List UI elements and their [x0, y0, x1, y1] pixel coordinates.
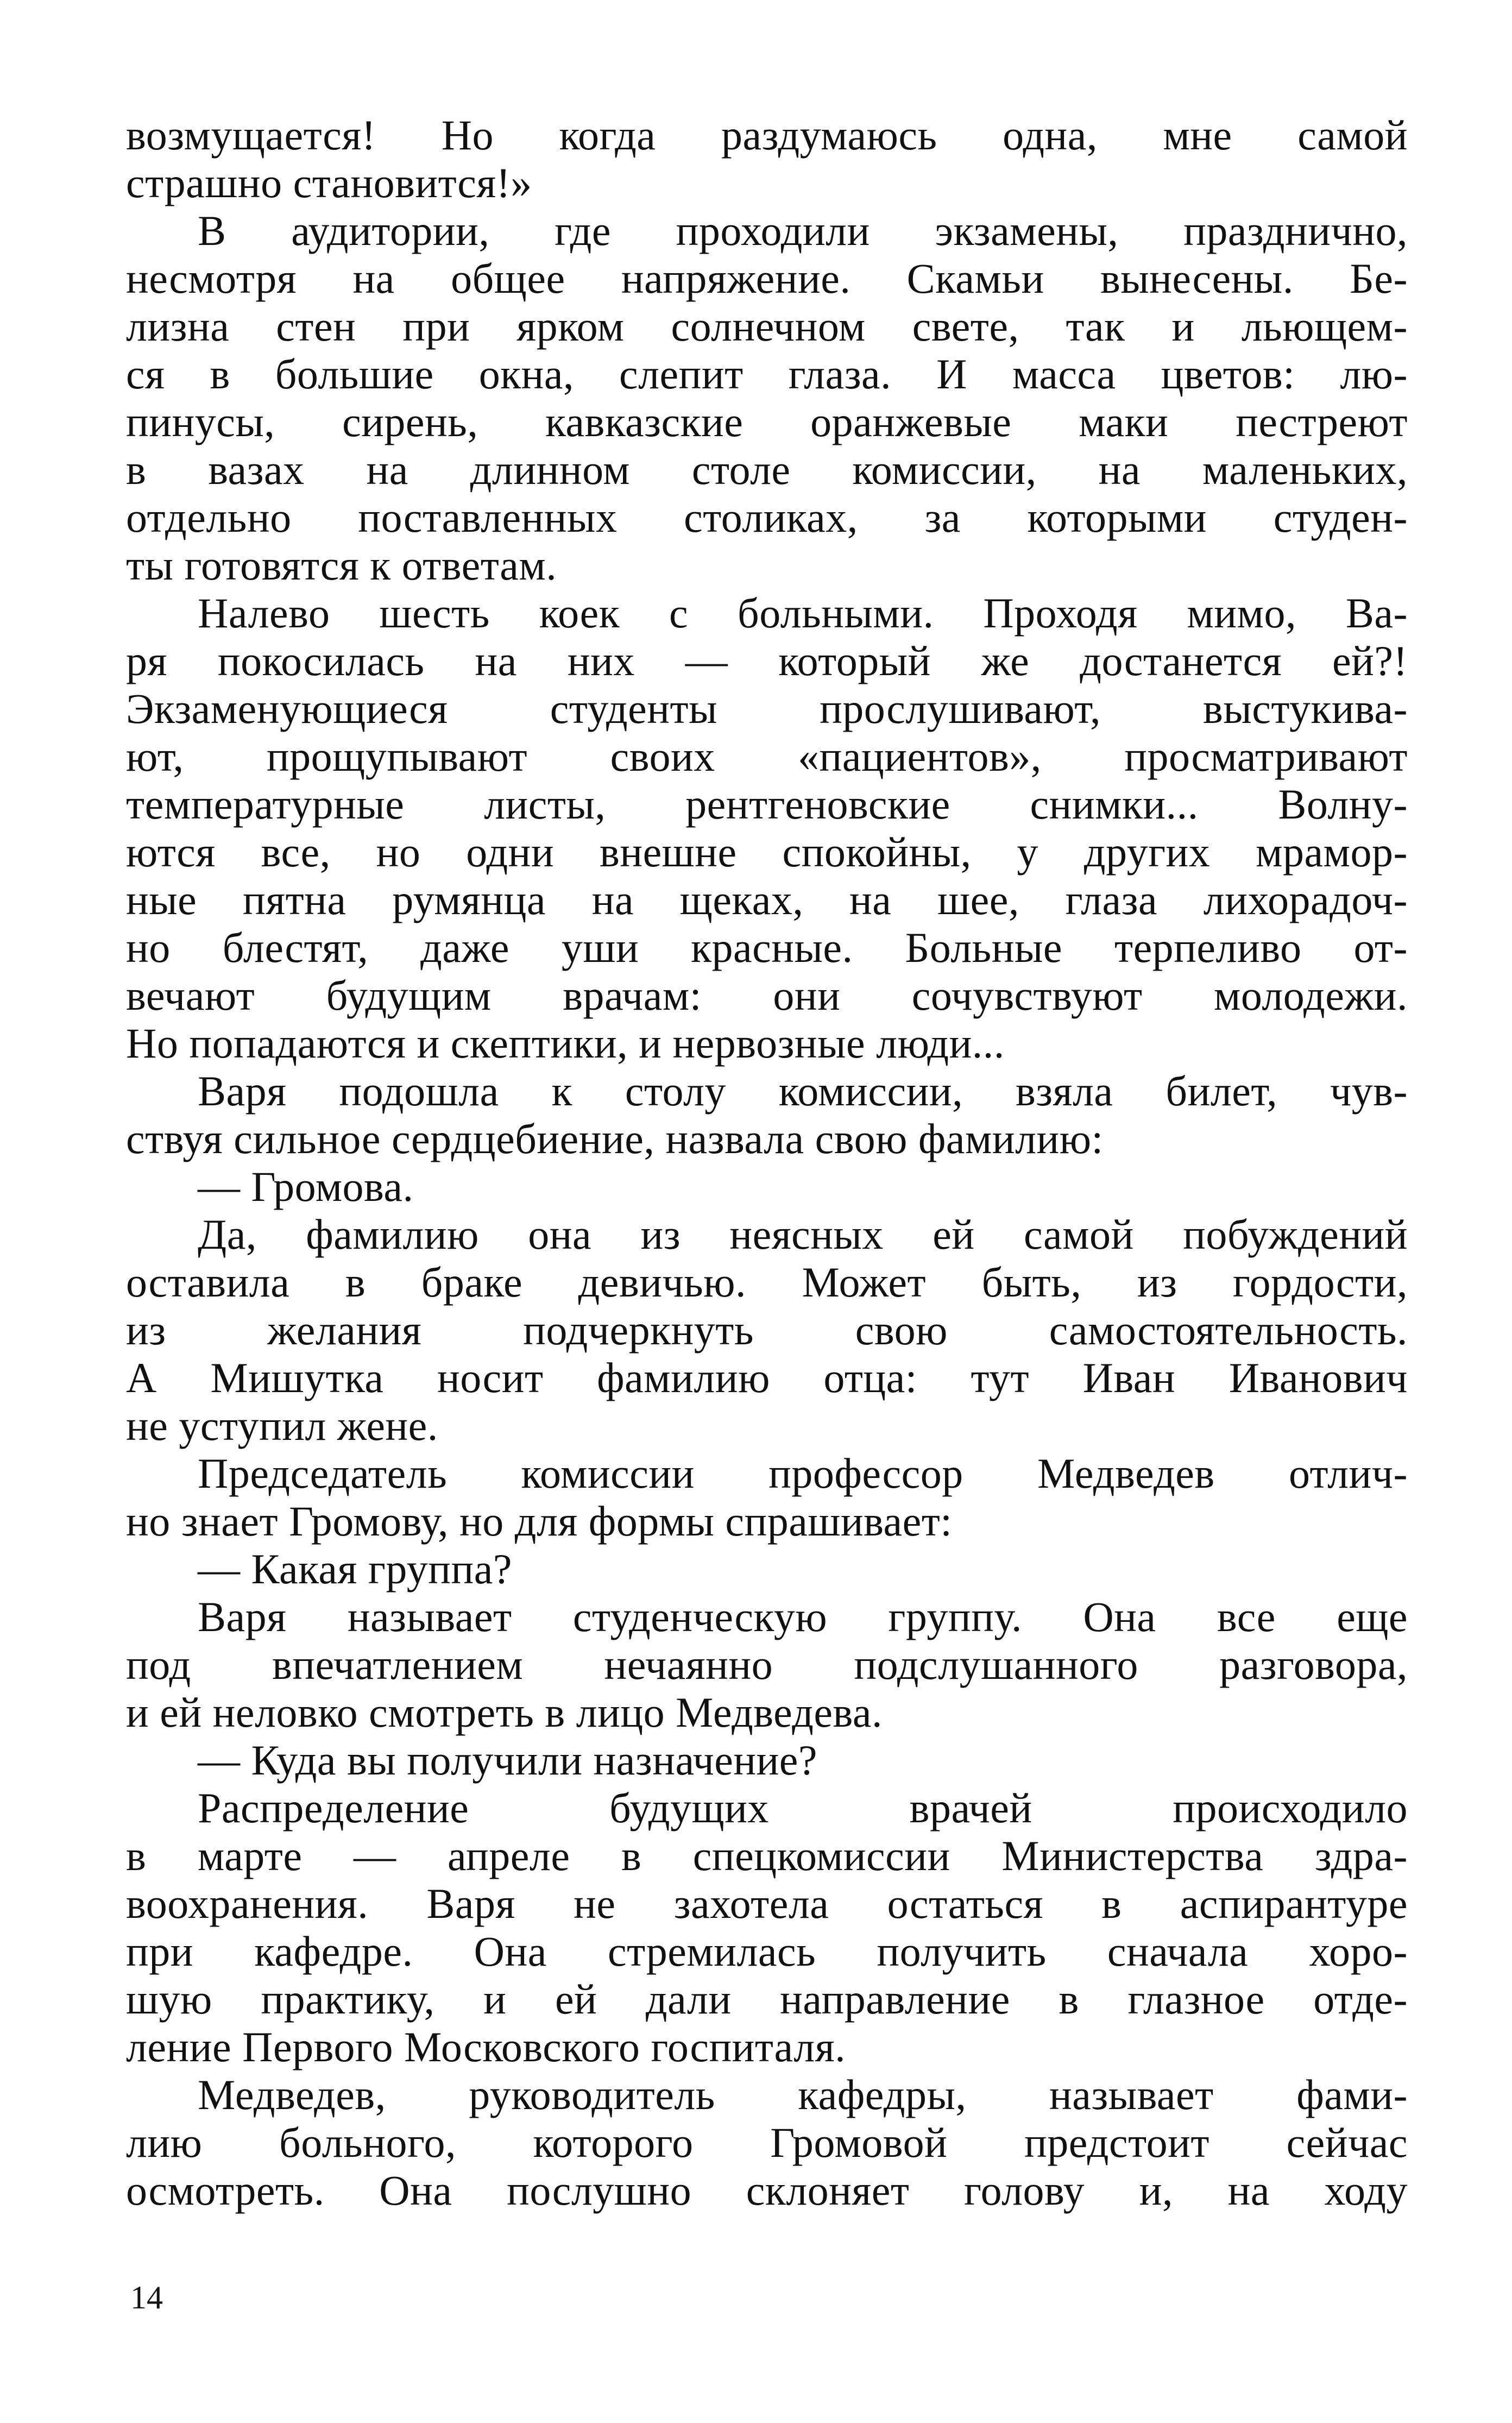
paragraph	[126, 2071, 1408, 2214]
text-line: отдельно поставленных столиках, за которыми студен-	[126, 494, 1408, 541]
paragraph	[126, 1736, 1408, 1784]
text-line: Да, фамилию она из неясных ей самой побуждений	[198, 1211, 1408, 1258]
text-line: несмотря на общее напряжение. Скамьи вынесены. Бе-	[126, 255, 1408, 302]
text-line: — Какая группа?	[198, 1545, 513, 1593]
text-line: ты готовятся к ответам.	[126, 542, 557, 589]
paragraph	[126, 1593, 1408, 1736]
text-line: ся в большие окна, слепит глаза. И масса цветов: лю-	[126, 350, 1408, 398]
paragraph	[126, 589, 1408, 1067]
text-line: ление Первого Московского госпиталя.	[126, 2023, 846, 2070]
text-line: осмотреть. Она послушно склоняет голову и, на ходу	[126, 2167, 1408, 2214]
text-line: Медведев, руководитель кафедры, называет фами-	[198, 2071, 1408, 2118]
text-line: но знает Громову, но для формы спрашивает:	[126, 1497, 953, 1545]
text-line: Но попадаются и скептики, и нервозные люди...	[126, 1019, 1005, 1067]
page-text	[126, 111, 1408, 2214]
text-line: возмущается! Но когда раздумаюсь одна, мне самой	[126, 111, 1408, 159]
paragraph	[126, 1545, 1408, 1593]
text-line: температурные листы, рентгеновские снимки... Волну-	[126, 781, 1408, 828]
text-line: оставила в браке девичью. Может быть, из гордости,	[126, 1258, 1408, 1306]
text-line: ют, прощупывают своих «пациентов», просматривают	[126, 733, 1408, 780]
text-line: страшно становится!»	[126, 159, 532, 206]
text-line: в марте — апреле в спецкомиссии Министерства здра-	[126, 1832, 1408, 1879]
text-line: Варя подошла к столу комиссии, взяла билет, чув-	[198, 1067, 1408, 1115]
text-line: В аудитории, где проходили экзамены, празднично,	[198, 207, 1408, 254]
paragraph	[126, 1211, 1408, 1450]
text-line: пинусы, сирень, кавказские оранжевые маки пестреют	[126, 398, 1408, 445]
text-line: — Куда вы получили назначение?	[198, 1736, 818, 1784]
text-line: ются все, но одни внешне спокойны, у других мрамор-	[126, 828, 1408, 876]
text-line: Распределение будущих врачей происходило	[198, 1784, 1408, 1832]
text-line: при кафедре. Она стремилась получить сначала хоро-	[126, 1928, 1408, 1975]
page-number: 14	[130, 2280, 163, 2315]
text-line: но блестят, даже уши красные. Больные терпеливо от-	[126, 924, 1408, 971]
text-line: вечают будущим врачам: они сочувствуют молодежи.	[126, 972, 1408, 1019]
text-line: из желания подчеркнуть свою самостоятельность.	[126, 1306, 1408, 1354]
paragraph	[126, 1450, 1408, 1545]
text-line: Экзаменующиеся студенты прослушивают, выстукива-	[126, 685, 1408, 732]
text-line: А Мишутка носит фамилию отца: тут Иван Иванович	[126, 1354, 1408, 1401]
text-line: в вазах на длинном столе комиссии, на маленьких,	[126, 446, 1408, 493]
text-line: воохранения. Варя не захотела остаться в аспирантуре	[126, 1880, 1408, 1927]
text-line: — Громова.	[198, 1163, 414, 1210]
paragraph	[126, 1067, 1408, 1163]
text-line: лизна стен при ярком солнечном свете, так и льющем-	[126, 303, 1408, 350]
text-line: лию больного, которого Громовой предстоит сейчас	[126, 2119, 1408, 2166]
paragraph	[126, 1784, 1408, 2071]
text-line: Председатель комиссии профессор Медведев отлич-	[198, 1450, 1408, 1497]
text-line: под впечатлением нечаянно подслушанного разговора,	[126, 1641, 1408, 1688]
text-line: не уступил жене.	[126, 1402, 438, 1449]
text-line: Варя называет студенческую группу. Она все еще	[198, 1593, 1408, 1640]
paragraph	[126, 111, 1408, 207]
text-line: и ей неловко смотреть в лицо Медведева.	[126, 1689, 883, 1736]
text-line: шую практику, и ей дали направление в глазное отде-	[126, 1975, 1408, 2023]
paragraph	[126, 1163, 1408, 1211]
text-line: ные пятна румянца на щеках, на шее, глаза лихорадоч-	[126, 876, 1408, 923]
text-line: ря покосилась на них — который же достанется ей?!	[126, 637, 1408, 684]
paragraph	[126, 207, 1408, 589]
text-line: ствуя сильное сердцебиение, назвала свою фамилию:	[126, 1115, 1104, 1162]
text-line: Налево шесть коек с больными. Проходя мимо, Ва-	[198, 589, 1408, 637]
